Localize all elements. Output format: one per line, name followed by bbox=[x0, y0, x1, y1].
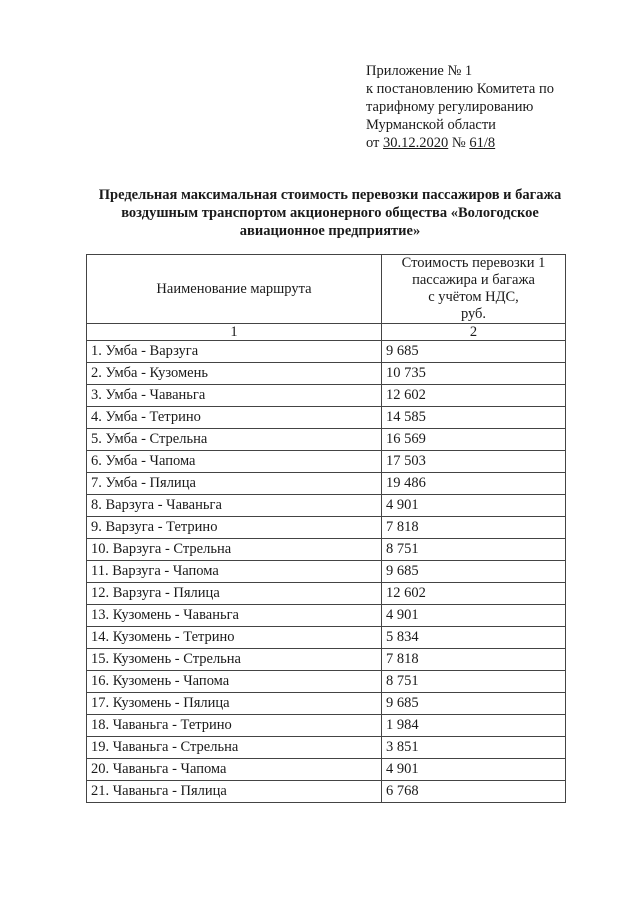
route-cell: 3. Умба - Чаваньга bbox=[87, 385, 382, 407]
appendix-line: Приложение № 1 bbox=[366, 63, 473, 79]
price-cell: 9 685 bbox=[382, 561, 566, 583]
route-cell: 8. Варзуга - Чаваньга bbox=[87, 495, 382, 517]
table-row bbox=[87, 737, 566, 759]
table-row bbox=[87, 715, 566, 737]
route-cell: 17. Кузомень - Пялица bbox=[87, 693, 382, 715]
title-line: воздушным транспортом акционерного общества «Вологодское bbox=[121, 205, 539, 221]
header-price-line: Стоимость перевозки 1 bbox=[401, 255, 546, 271]
column-number-row bbox=[87, 324, 566, 341]
route-cell: 4. Умба - Тетрино bbox=[87, 407, 382, 429]
price-cell: 10 735 bbox=[382, 363, 566, 385]
header-price bbox=[382, 255, 566, 324]
table-row bbox=[87, 561, 566, 583]
document-number: 61/8 bbox=[469, 135, 496, 151]
price-cell: 4 901 bbox=[382, 759, 566, 781]
table-header-row bbox=[87, 255, 566, 324]
appendix-date-line bbox=[366, 134, 626, 152]
table-row bbox=[87, 473, 566, 495]
table-row bbox=[87, 341, 566, 363]
route-cell: 10. Варзуга - Стрельна bbox=[87, 539, 382, 561]
price-cell: 4 901 bbox=[382, 605, 566, 627]
table-row bbox=[87, 407, 566, 429]
route-cell: 14. Кузомень - Тетрино bbox=[87, 627, 382, 649]
price-cell: 8 751 bbox=[382, 539, 566, 561]
route-cell: 6. Умба - Чапома bbox=[87, 451, 382, 473]
price-cell: 12 602 bbox=[382, 583, 566, 605]
price-cell: 5 834 bbox=[382, 627, 566, 649]
route-cell: 1. Умба - Варзуга bbox=[87, 341, 382, 363]
price-cell: 9 685 bbox=[382, 341, 566, 363]
header-price-line: руб. bbox=[460, 306, 487, 322]
price-cell: 19 486 bbox=[382, 473, 566, 495]
table-row bbox=[87, 363, 566, 385]
table-row bbox=[87, 429, 566, 451]
route-cell: 7. Умба - Пялица bbox=[87, 473, 382, 495]
table-row bbox=[87, 539, 566, 561]
price-cell: 7 818 bbox=[382, 517, 566, 539]
route-cell: 19. Чаваньга - Стрельна bbox=[87, 737, 382, 759]
price-cell: 7 818 bbox=[382, 649, 566, 671]
price-cell: 14 585 bbox=[382, 407, 566, 429]
header-route: Наименование маршрута bbox=[87, 255, 382, 324]
column-number: 2 bbox=[382, 324, 566, 341]
route-cell: 9. Варзуга - Тетрино bbox=[87, 517, 382, 539]
price-cell: 12 602 bbox=[382, 385, 566, 407]
price-cell: 9 685 bbox=[382, 693, 566, 715]
document-title bbox=[70, 186, 590, 240]
table-row bbox=[87, 759, 566, 781]
price-cell: 4 901 bbox=[382, 495, 566, 517]
route-cell: 13. Кузомень - Чаваньга bbox=[87, 605, 382, 627]
table-row bbox=[87, 627, 566, 649]
route-cell: 16. Кузомень - Чапома bbox=[87, 671, 382, 693]
table-row bbox=[87, 649, 566, 671]
header-price-line: с учётом НДС, bbox=[428, 289, 519, 305]
table-row bbox=[87, 583, 566, 605]
table-row bbox=[87, 495, 566, 517]
appendix-block bbox=[366, 62, 626, 152]
appendix-line: Мурманской области bbox=[366, 117, 496, 133]
route-cell: 12. Варзуга - Пялица bbox=[87, 583, 382, 605]
price-cell: 17 503 bbox=[382, 451, 566, 473]
table-row bbox=[87, 605, 566, 627]
route-cell: 21. Чаваньга - Пялица bbox=[87, 781, 382, 803]
table-row bbox=[87, 517, 566, 539]
table-row bbox=[87, 693, 566, 715]
table-row bbox=[87, 385, 566, 407]
route-cell: 15. Кузомень - Стрельна bbox=[87, 649, 382, 671]
title-line: Предельная максимальная стоимость перевозки пассажиров и багажа bbox=[98, 187, 562, 203]
price-cell: 8 751 bbox=[382, 671, 566, 693]
price-cell: 16 569 bbox=[382, 429, 566, 451]
route-cell: 11. Варзуга - Чапома bbox=[87, 561, 382, 583]
number-prefix: № bbox=[451, 135, 466, 151]
header-price-line: пассажира и багажа bbox=[412, 272, 535, 288]
route-cell: 5. Умба - Стрельна bbox=[87, 429, 382, 451]
column-number: 1 bbox=[87, 324, 382, 341]
price-cell: 3 851 bbox=[382, 737, 566, 759]
price-cell: 1 984 bbox=[382, 715, 566, 737]
table-row bbox=[87, 451, 566, 473]
document-date: 30.12.2020 bbox=[383, 135, 449, 151]
title-line: авиационное предприятие» bbox=[239, 223, 421, 239]
price-table bbox=[86, 254, 566, 803]
route-cell: 2. Умба - Кузомень bbox=[87, 363, 382, 385]
appendix-line: к постановлению Комитета по bbox=[366, 81, 554, 97]
route-cell: 20. Чаваньга - Чапома bbox=[87, 759, 382, 781]
table-row bbox=[87, 671, 566, 693]
date-prefix: от bbox=[366, 135, 380, 151]
table-row bbox=[87, 781, 566, 803]
route-cell: 18. Чаваньга - Тетрино bbox=[87, 715, 382, 737]
appendix-line: тарифному регулированию bbox=[366, 99, 534, 115]
price-cell: 6 768 bbox=[382, 781, 566, 803]
